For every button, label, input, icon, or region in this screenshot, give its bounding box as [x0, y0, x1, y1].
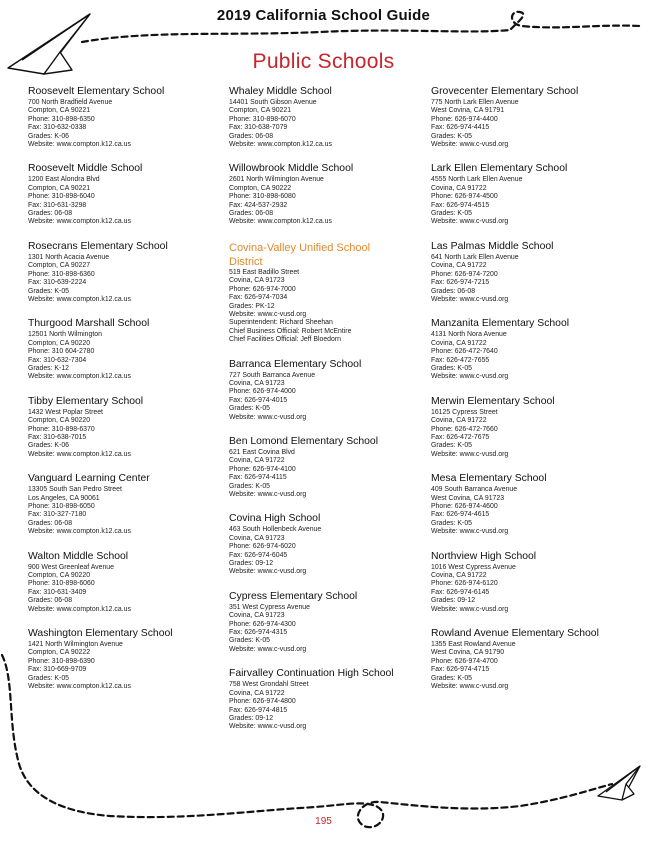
school-fax: Fax: 626-974-6045 — [229, 551, 288, 559]
district-grades: Grades: PK-12 — [229, 302, 275, 310]
school-grades: Grades: K-05 — [431, 132, 472, 140]
school-grades: Grades: K-05 — [431, 442, 472, 450]
school-name: Manzanita Elementary School — [431, 318, 570, 330]
district-fax: Fax: 626-974-7034 — [229, 294, 288, 302]
school-name: Rosecrans Elementary School — [28, 240, 168, 252]
school-name: Covina High School — [229, 513, 321, 525]
school-name: Thurgood Marshall School — [28, 318, 150, 330]
school-column-3 — [431, 86, 626, 706]
school-phone: Phone: 626-974-7200 — [431, 270, 498, 278]
school-phone: Phone: 626-974-4400 — [431, 115, 498, 123]
school-grades: Grades: 06-08 — [229, 210, 274, 218]
school-entry — [229, 436, 424, 499]
page-number: 195 — [315, 816, 332, 827]
school-grades: Grades: 09-12 — [229, 560, 274, 568]
school-entry — [229, 513, 424, 576]
school-phone: Phone: 626-974-4300 — [229, 620, 296, 628]
school-address: 1200 East Alondra Blvd — [28, 176, 100, 184]
school-entry — [431, 473, 626, 536]
school-entry — [229, 668, 424, 731]
school-grades: Grades: K-05 — [431, 519, 472, 527]
school-entry — [431, 163, 626, 226]
school-name: Roosevelt Elementary School — [28, 86, 165, 97]
school-website[interactable]: Website: www.c-vusd.org — [431, 141, 509, 149]
school-fax: Fax: 310-631-3409 — [28, 588, 87, 596]
school-entry — [28, 628, 223, 691]
school-website[interactable]: Website: www.c-vusd.org — [431, 605, 509, 613]
school-website[interactable]: Website: www.c-vusd.org — [229, 568, 307, 576]
district-superintendent: Superintendent: Richard Sheehan — [229, 319, 333, 327]
school-website[interactable]: Website: www.c-vusd.org — [431, 528, 509, 536]
school-name: Lark Ellen Elementary School — [431, 163, 568, 175]
school-website[interactable]: Website: www.c-vusd.org — [431, 683, 509, 691]
school-phone: Phone: 310-898-6390 — [28, 657, 95, 665]
school-entry — [229, 163, 424, 226]
school-phone: Phone: 310-898-6370 — [28, 425, 95, 433]
district-business-official: Chief Business Official: Robert McEntire — [229, 327, 352, 335]
school-website[interactable]: Website: www.compton.k12.ca.us — [229, 218, 332, 226]
school-grades: Grades: 06-08 — [28, 597, 73, 605]
school-city: Compton, CA 90220 — [28, 572, 91, 580]
school-fax: Fax: 310-669-9709 — [28, 666, 87, 674]
school-name: Cypress Elementary School — [229, 590, 358, 602]
school-fax: Fax: 626-974-4715 — [431, 666, 490, 674]
school-website[interactable]: Website: www.c-vusd.org — [431, 450, 509, 458]
school-city: West Covina, CA 91791 — [431, 107, 505, 115]
school-website[interactable]: Website: www.compton.k12.ca.us — [28, 450, 131, 458]
school-city: West Covina, CA 91723 — [431, 494, 505, 502]
school-fax: Fax: 626-974-4615 — [431, 511, 490, 519]
school-phone: Phone: 626-472-7640 — [431, 348, 498, 356]
school-fax: Fax: 626-974-4015 — [229, 396, 288, 404]
school-website[interactable]: Website: www.c-vusd.org — [431, 295, 509, 303]
school-name: Mesa Elementary School — [431, 473, 547, 485]
school-name: Fairvalley Continuation High School — [229, 668, 394, 680]
school-entry — [431, 318, 626, 381]
school-city: Covina, CA 91722 — [229, 689, 285, 697]
school-entry — [28, 241, 223, 304]
district-entry — [229, 241, 424, 345]
school-phone: Phone: 626-974-4800 — [229, 698, 296, 706]
school-address: 12501 North Wilmington — [28, 331, 102, 339]
school-website[interactable]: Website: www.compton.k12.ca.us — [28, 683, 131, 691]
school-website[interactable]: Website: www.c-vusd.org — [229, 491, 307, 498]
school-name: Tibby Elementary School — [28, 395, 144, 407]
school-fax: Fax: 310-327-7180 — [28, 511, 87, 519]
school-phone: Phone: 626-974-4100 — [229, 465, 296, 473]
school-city: Compton, CA 90221 — [28, 184, 91, 192]
school-phone: Phone: 310-898-6050 — [28, 503, 95, 510]
school-grades: Grades: K-05 — [229, 482, 270, 490]
paper-plane-icon — [598, 766, 640, 800]
school-fax: Fax: 626-974-4115 — [229, 474, 287, 482]
school-website[interactable]: Website: www.c-vusd.org — [229, 413, 307, 421]
page-heading: Public Schools — [252, 50, 395, 73]
school-fax: Fax: 626-974-4315 — [229, 629, 288, 637]
school-address: 351 West Cypress Avenue — [229, 603, 310, 611]
school-city: West Covina, CA 91790 — [431, 649, 505, 657]
school-grades: Grades: K-05 — [431, 210, 472, 218]
school-city: Covina, CA 91723 — [229, 612, 285, 620]
school-city: Los Angeles, CA 90061 — [28, 494, 100, 502]
school-entry — [431, 551, 626, 614]
district-phone: Phone: 626-974-7000 — [229, 285, 296, 293]
school-address: 409 South Barranca Avenue — [431, 486, 518, 494]
school-entry — [431, 241, 626, 304]
school-address: 641 North Lark Ellen Avenue — [431, 253, 519, 261]
school-grades: Grades: K-05 — [28, 287, 69, 295]
school-grades: Grades: 06-08 — [28, 210, 73, 218]
school-phone: Phone: 626-974-4500 — [431, 193, 498, 201]
school-address: 1016 West Cypress Avenue — [431, 563, 516, 571]
school-city: Covina, CA 91722 — [431, 184, 487, 192]
school-name: Ben Lomond Elementary School — [229, 435, 379, 447]
school-grades: Grades: K-05 — [229, 637, 270, 645]
school-entry — [431, 628, 626, 691]
school-address: 1421 North Wilmington Avenue — [28, 641, 123, 649]
school-fax: Fax: 310-639-2224 — [28, 279, 87, 287]
school-address: 758 West Grondahl Street — [229, 681, 309, 689]
school-name: Barranca Elementary School — [229, 358, 362, 370]
school-entry — [28, 473, 223, 536]
school-name: Whaley Middle School — [229, 86, 332, 97]
school-city: Covina, CA 91722 — [431, 417, 487, 425]
school-website[interactable]: Website: www.compton.k12.ca.us — [28, 373, 131, 381]
school-website[interactable]: Website: www.compton.k12.ca.us — [28, 605, 131, 613]
school-entry — [229, 591, 424, 654]
district-address: 519 East Badillo Street — [229, 268, 300, 276]
school-website[interactable]: Website: www.c-vusd.org — [229, 645, 307, 653]
school-website[interactable]: Website: www.c-vusd.org — [431, 373, 509, 381]
school-entry — [431, 86, 626, 149]
school-name: Las Palmas Middle School — [431, 240, 554, 252]
school-grades: Grades: K-05 — [229, 405, 270, 413]
school-name: Washington Elementary School — [28, 628, 173, 640]
school-address: 775 North Lark Ellen Avenue — [431, 99, 519, 106]
school-grades: Grades: K-05 — [431, 674, 472, 682]
school-grades: Grades: 06-08 — [28, 519, 73, 527]
school-grades: Grades: 09-12 — [431, 597, 476, 605]
school-address: 13305 South San Pedro Street — [28, 486, 122, 494]
school-phone: Phone: 626-974-4000 — [229, 388, 296, 396]
school-grades: Grades: 06-08 — [229, 132, 274, 140]
school-fax: Fax: 424-537-2932 — [229, 201, 288, 209]
school-phone: Phone: 626-974-6120 — [431, 580, 498, 588]
school-city: Covina, CA 91722 — [431, 339, 487, 347]
school-phone: Phone: 310-898-6350 — [28, 115, 95, 123]
school-entry — [229, 86, 424, 149]
school-phone: Phone: 310-898-6080 — [229, 193, 296, 201]
school-name: Grovecenter Elementary School — [431, 86, 579, 97]
school-entry — [28, 396, 223, 459]
district-city: Covina, CA 91723 — [229, 277, 285, 285]
school-entry — [28, 163, 223, 226]
school-grades: Grades: K-06 — [28, 442, 69, 450]
school-name: Merwin Elementary School — [431, 395, 555, 407]
school-website[interactable]: Website: www.c-vusd.org — [229, 723, 307, 731]
school-fax: Fax: 626-974-4515 — [431, 201, 490, 209]
district-website[interactable]: Website: www.c-vusd.org — [229, 310, 307, 318]
school-address: 900 West Greenleaf Avenue — [28, 563, 114, 571]
school-website[interactable]: Website: www.compton.k12.ca.us — [28, 141, 131, 149]
school-grades: Grades: 06-08 — [431, 287, 476, 295]
school-column-1 — [28, 86, 223, 706]
school-grades: Grades: K-05 — [431, 364, 472, 372]
school-entry — [431, 396, 626, 459]
school-entry — [229, 359, 424, 422]
guide-title: 2019 California School Guide — [216, 7, 431, 24]
school-address: 16125 Cypress Street — [431, 408, 498, 416]
district-facilities-official: Chief Facilities Official: Jeff Bloedorn — [229, 336, 341, 344]
school-name: Willowbrook Middle School — [229, 163, 354, 175]
school-phone: Phone: 626-974-6020 — [229, 543, 296, 551]
school-address: 1432 West Poplar Street — [28, 408, 103, 416]
school-fax: Fax: 626-974-4815 — [229, 706, 288, 714]
school-phone: Phone: 626-974-4600 — [431, 503, 498, 510]
school-city: Covina, CA 91723 — [229, 379, 285, 387]
school-website[interactable]: Website: www.compton.k12.ca.us — [28, 528, 131, 536]
school-name: Walton Middle School — [28, 550, 129, 562]
school-phone: Phone: 310-898-6040 — [28, 193, 95, 201]
school-city: Compton, CA 90222 — [229, 184, 292, 192]
school-name: Vanguard Learning Center — [28, 473, 150, 485]
school-fax: Fax: 626-974-4415 — [431, 124, 490, 132]
school-fax: Fax: 310-638-7079 — [229, 124, 288, 132]
school-fax: Fax: 626-472-7655 — [431, 356, 490, 364]
school-phone: Phone: 626-472-7660 — [431, 425, 498, 433]
school-phone: Phone: 310-898-6060 — [28, 580, 95, 588]
school-fax: Fax: 310-638-7015 — [28, 433, 87, 441]
school-grades: Grades: K-12 — [28, 364, 69, 372]
school-address: 700 North Bradfield Avenue — [28, 99, 113, 106]
school-website[interactable]: Website: www.c-vusd.org — [431, 218, 509, 226]
school-city: Compton, CA 90222 — [28, 649, 91, 657]
school-address: 14401 South Gibson Avenue — [229, 99, 317, 106]
school-city: Covina, CA 91723 — [229, 534, 285, 542]
school-address: 4131 North Nora Avenue — [431, 331, 507, 339]
school-website[interactable]: Website: www.compton.k12.ca.us — [229, 141, 332, 149]
school-city: Covina, CA 91722 — [229, 457, 285, 465]
school-column-2 — [229, 86, 424, 746]
school-entry — [28, 86, 223, 149]
school-city: Compton, CA 90220 — [28, 339, 91, 347]
school-phone: Phone: 310 604-2780 — [28, 348, 95, 356]
school-grades: Grades: K-06 — [28, 132, 69, 140]
school-address: 727 South Barranca Avenue — [229, 371, 316, 379]
school-phone: Phone: 310-898-6070 — [229, 115, 296, 123]
school-website[interactable]: Website: www.compton.k12.ca.us — [28, 218, 131, 226]
school-address: 2601 North Wilmington Avenue — [229, 176, 324, 184]
school-address: 1355 East Rowland Avenue — [431, 641, 516, 649]
school-address: 463 South Hollenbeck Avenue — [229, 526, 322, 534]
school-address: 1301 North Acacia Avenue — [28, 253, 110, 261]
school-name: Northview High School — [431, 550, 537, 562]
school-fax: Fax: 626-974-7215 — [431, 279, 490, 287]
school-name: Roosevelt Middle School — [28, 163, 143, 175]
school-fax: Fax: 310-631-3298 — [28, 201, 87, 209]
school-phone: Phone: 626-974-4700 — [431, 657, 498, 665]
school-fax: Fax: 626-472-7675 — [431, 433, 490, 441]
school-entry — [28, 318, 223, 381]
school-city: Covina, CA 91722 — [431, 262, 487, 270]
school-address: 4555 North Lark Ellen Avenue — [431, 176, 523, 184]
school-fax: Fax: 310-632-0338 — [28, 124, 87, 132]
school-entry — [28, 551, 223, 614]
school-fax: Fax: 626-974-6145 — [431, 588, 490, 596]
school-fax: Fax: 310-632-7304 — [28, 356, 87, 364]
school-city: Covina, CA 91722 — [431, 572, 487, 580]
school-city: Compton, CA 90221 — [28, 107, 91, 115]
school-phone: Phone: 310-898-6360 — [28, 270, 95, 278]
school-name: Rowland Avenue Elementary School — [431, 628, 599, 640]
school-city: Compton, CA 90220 — [28, 417, 91, 425]
school-website[interactable]: Website: www.compton.k12.ca.us — [28, 295, 131, 303]
school-grades: Grades: 09-12 — [229, 714, 274, 722]
school-city: Compton, CA 90221 — [229, 107, 292, 115]
district-name: Covina-Valley Unified School District — [229, 241, 371, 268]
school-city: Compton, CA 90227 — [28, 262, 91, 270]
school-grades: Grades: K-05 — [28, 674, 69, 682]
school-address: 621 East Covina Blvd — [229, 448, 295, 456]
